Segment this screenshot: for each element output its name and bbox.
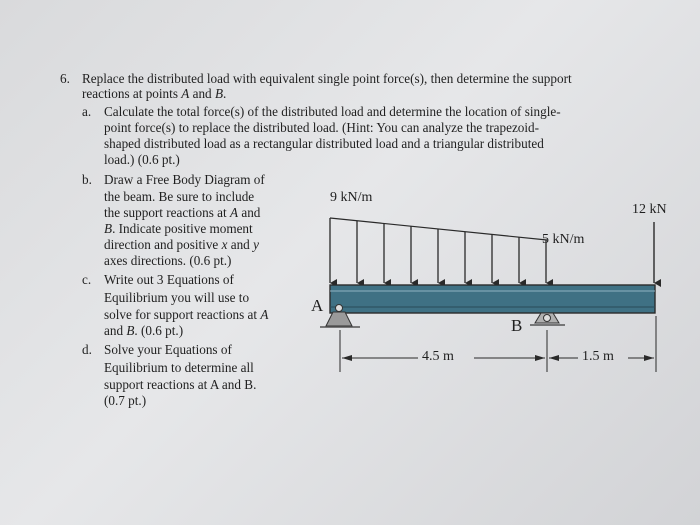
part-b-marker: b.	[82, 172, 92, 187]
part-b-line3: the support reactions at A and	[104, 205, 261, 220]
distributed-load-arrows	[330, 218, 546, 283]
load-left-label: 9 kN/m	[330, 190, 373, 205]
point-load-label: 12 kN	[632, 202, 667, 217]
dim-b-end-label: 1.5 m	[582, 349, 614, 364]
part-d-line4: (0.7 pt.)	[104, 393, 147, 408]
part-b-line1: Draw a Free Body Diagram of	[104, 172, 265, 187]
part-a-marker: a.	[82, 104, 92, 119]
beam	[330, 285, 655, 313]
support-b-label: B	[511, 316, 523, 335]
part-d-line2: Equilibrium to determine all	[104, 360, 254, 375]
support-b-roller	[530, 313, 565, 325]
part-a-line4: load.) (0.6 pt.)	[104, 152, 180, 167]
part-b-line6: axes directions. (0.6 pt.)	[104, 253, 232, 268]
part-a-line3: shaped distributed load as a rectangular distributed load and a triangular distributed	[104, 136, 544, 151]
part-d-marker: d.	[82, 342, 92, 357]
part-a-line1: Calculate the total force(s) of the distributed load and determine the location of single-	[104, 104, 561, 119]
part-c-line3: solve for support reactions at A	[104, 307, 269, 322]
dim-ab-label: 4.5 m	[422, 349, 454, 364]
problem-intro-line1: Replace the distributed load with equivalent single point force(s), then determine the support	[82, 71, 572, 86]
part-b-line4: B. Indicate positive moment	[104, 221, 253, 236]
part-d-line1: Solve your Equations of	[104, 342, 232, 357]
part-c-line1: Write out 3 Equations of	[104, 272, 234, 287]
part-c-line4: and B. (0.6 pt.)	[104, 323, 184, 338]
problem-intro-line2: reactions at points A and B.	[82, 86, 227, 101]
support-a-label: A	[311, 296, 324, 315]
part-b-line2: the beam. Be sure to include	[104, 189, 255, 204]
part-d-line3: support reactions at A and B.	[104, 377, 257, 392]
part-b-line5: direction and positive x and y	[104, 237, 259, 252]
problem-number: 6.	[60, 71, 70, 86]
part-a-line2: point force(s) to replace the distributed load. (Hint: You can analyze the trapezoid-	[104, 120, 540, 135]
part-c-marker: c.	[82, 272, 92, 287]
load-right-label: 5 kN/m	[542, 232, 585, 247]
part-c-line2: Equilibrium you will use to	[104, 290, 250, 305]
